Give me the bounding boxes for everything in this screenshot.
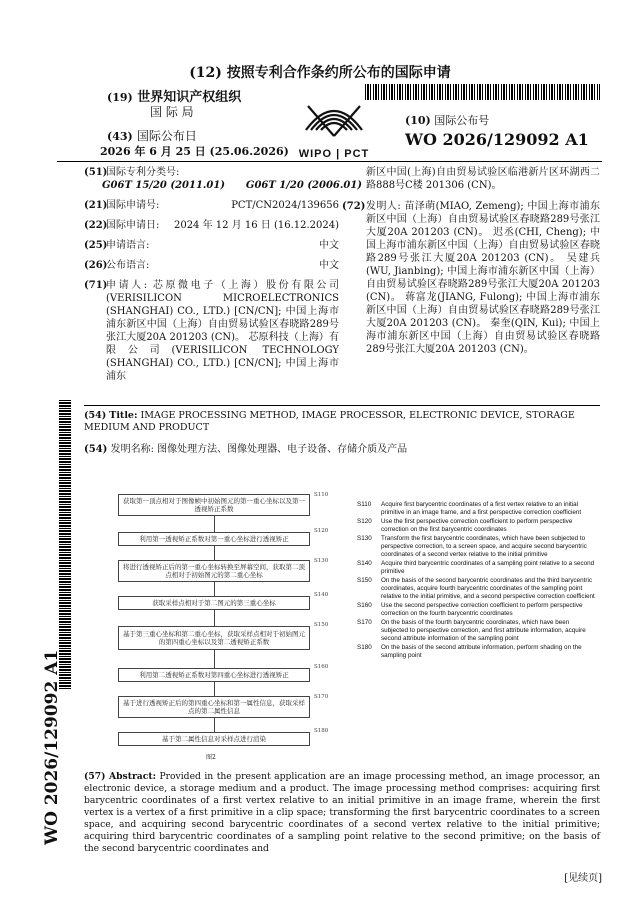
divider bbox=[57, 161, 602, 162]
field-22: (22) 国际申请日: 2024 年 12 月 16 日 (16.12.2024) bbox=[84, 220, 339, 231]
title-en: (54) Title: IMAGE PROCESSING METHOD, IMAGE PROCESSOR, ELECTRONIC DEVICE, STORAGE MEDIUM AND PRODUCT bbox=[84, 410, 575, 433]
org-subname: 国 际 局 bbox=[150, 105, 194, 119]
legend-item: S150 On the basis of the second barycentric coordinates and the third barycentric coordinates, acquire fourth barycentric coordinates of the sampling point relative to the initial primitive, and a second perspective correction coefficient bbox=[357, 577, 595, 600]
continued-note: [见续页] bbox=[564, 873, 602, 884]
field-25: (25) 申请语言: 中文 bbox=[84, 240, 339, 251]
biblio-left bbox=[84, 166, 363, 383]
field-51: (51) 国际专利分类号: G06T 15/20 (2011.01) G06T 1/20 (2006.01) bbox=[84, 167, 363, 191]
flow-step-s170: 基于进行透视矫正后的第四重心坐标和第一属性信息，获取采样点的第二属性信息 bbox=[118, 696, 310, 718]
field-21: (21) 国际申请号: PCT/CN2024/139656 bbox=[84, 200, 339, 211]
legend-item: S160 Use the second perspective correction coefficient to perform perspective correction on the fourth barycentric coordinates bbox=[357, 602, 583, 617]
wipo-globe-icon bbox=[298, 86, 370, 146]
figure-caption: 图2 bbox=[206, 754, 216, 761]
flow-arrow bbox=[214, 546, 215, 560]
flow-step-s110: 获取第一顶点相对于图像帧中初始图元的第一重心坐标以及第一透视矫正系数 bbox=[118, 494, 310, 516]
flow-step-s180: 基于第二属性信息对采样点进行渲染 bbox=[118, 732, 310, 746]
flow-arrow bbox=[214, 650, 215, 668]
step-tag-s130: S130 bbox=[314, 558, 329, 564]
flow-arrow bbox=[214, 682, 215, 696]
title-zh: (54) 发明名称: 图像处理方法、图像处理器、电子设备、存储介质及产品 bbox=[84, 444, 408, 455]
flow-arrow bbox=[214, 582, 215, 596]
flow-step-s150: 基于第三重心坐标和第二重心坐标，获取采样点相对于初始图元的第四重心坐标以及第二透视矫正系数 bbox=[118, 626, 310, 650]
step-tag-s170: S170 bbox=[314, 694, 329, 700]
flow-step-s160: 利用第二透视矫正系数对第四重心坐标进行透视矫正 bbox=[118, 668, 310, 682]
step-tag-s180: S180 bbox=[314, 728, 329, 734]
field-71: (71) 申请人: 芯原微电子（上海）股份有限公司 (VERISILICON MICROELECTRONICS (SHANGHAI) CO., LTD.) [CN/CN]; 中国上海市浦东新区中国（上海）自由贸易试验区春晓路289号张江大厦20A 201203 (CN)。 芯原科技（上海）有限公司(VERISILICON TECHNOLOGY (SHANGHAI) CO., LTD.) [CN/CN]; 中国上海市浦东 bbox=[84, 280, 339, 382]
side-pub-number: WO 2026/129092 A1 bbox=[42, 649, 62, 845]
field-72: (72) 发明人: 苗泽萌(MIAO, Zemeng); 中国上海市浦东新区中国（上海）自由贸易试验区春晓路289号张江大厦20A 201203 (CN)。 迟丞(CHI, Cheng); 中国上海市浦东新区中国（上海）自由贸易试验区春晓路289号张江大厦20A 201203 (CN)。 吴建兵(WU, Jianbing); 中国上海市浦东新区中国（上海）自由贸易试验区春晓路289号张江大厦20A 201203 (CN)。 蒋富龙(JIANG, Fulong); 中国上海市浦东新区中国（上海）自由贸易试验区春晓路289号张江大厦20A 201203 (CN)。 秦奎(QIN, Kui); 中国上海市浦东新区中国（上海）自由贸易试验区春晓路289号张江大厦20A 201203 (CN)。 bbox=[342, 201, 601, 355]
flowchart bbox=[110, 490, 350, 760]
figure-legend bbox=[357, 501, 595, 659]
pub-date-heading: (43) 国际公布日 bbox=[107, 129, 197, 143]
legend-item: S170 On the basis of the fourth barycentric coordinates, which have been subjected to perspective correction, and first attribute information, acquire second attribute information of the sampling point bbox=[357, 619, 586, 642]
flow-arrow bbox=[214, 516, 215, 532]
field-26: (26) 公布语言: 中文 bbox=[84, 260, 339, 271]
step-tag-s140: S140 bbox=[314, 592, 329, 598]
legend-item: S180 On the basis of the second attribute information, perform shading on the sampling point bbox=[357, 644, 582, 659]
pub-number-label: 国际公布号 bbox=[434, 114, 490, 127]
applicant-continuation: 新区中国(上海)自由贸易试验区临港新片区环湖西二路888号C楼 201306 (CN)。 bbox=[366, 167, 600, 191]
biblio-right bbox=[342, 166, 601, 356]
side-barcode bbox=[59, 400, 71, 690]
flow-arrow bbox=[214, 718, 215, 732]
top-barcode bbox=[365, 84, 600, 100]
flow-step-s140: 获取采样点相对于第二图元的第三重心坐标 bbox=[118, 596, 310, 610]
pub-date-value: 2026 年 6 月 25 日 (25.06.2026) bbox=[100, 145, 289, 158]
step-tag-s150: S150 bbox=[314, 622, 329, 628]
abstract: (57) Abstract: Provided in the present application are an image processing method, an image processor, an electronic device, a storage medium and a product. The image processing method comprises: acquiring first barycentric coordinates of a first vertex relative to an initial primitive in an image frame, wherein the first vertex is a vertex of a first primitive in a clip space; transforming the first barycentric coordinates to a screen space, and acquiring second barycentric coordinates of a second vertex relative to the initial primitive; acquiring third barycentric coordinates of a sampling point relative to the second primitive; on the basis of the second barycentric coordinates and bbox=[84, 771, 600, 854]
document-title: (12) 按照专利合作条约所公布的国际申请 bbox=[189, 65, 451, 81]
legend-item: S140 Acquire third barycentric coordinates of a sampling point relative to a second primitive bbox=[357, 560, 595, 575]
flow-step-s130: 将进行透视矫正后的第一重心坐标转换至屏幕空间，获取第二顶点相对于初始图元的第二重心坐标 bbox=[118, 560, 310, 582]
legend-item: S130 Transform the first barycentric coordinates, which have been subjected to perspective correction, to a screen space, and acquire second barycentric coordinates of a second vertex relative to the initial primitive bbox=[357, 535, 587, 558]
legend-item: S110 Acquire first barycentric coordinates of a first vertex relative to an initial primitive in an image frame, and a first perspective correction coefficient bbox=[357, 501, 582, 516]
legend-item: S120 Use the first perspective correction coefficient to perform perspective correction on the first barycentric coordinates bbox=[357, 518, 573, 533]
flow-arrow bbox=[214, 610, 215, 626]
divider-2 bbox=[84, 405, 600, 406]
pub-number-block: (10) 国际公布号 WO 2026/129092 A1 bbox=[405, 112, 615, 149]
wipo-logo bbox=[298, 86, 370, 160]
flow-step-s120: 利用第一透视矫正系数对第一重心坐标进行透视矫正 bbox=[118, 532, 310, 546]
org-name: (19) 世界知识产权组织 bbox=[107, 90, 242, 105]
step-tag-s120: S120 bbox=[314, 528, 329, 534]
step-tag-s110: S110 bbox=[314, 492, 329, 498]
pub-number: WO 2026/129092 A1 bbox=[405, 130, 589, 149]
wipo-logo-text: WIPO | PCT bbox=[298, 148, 370, 160]
step-tag-s160: S160 bbox=[314, 664, 329, 670]
